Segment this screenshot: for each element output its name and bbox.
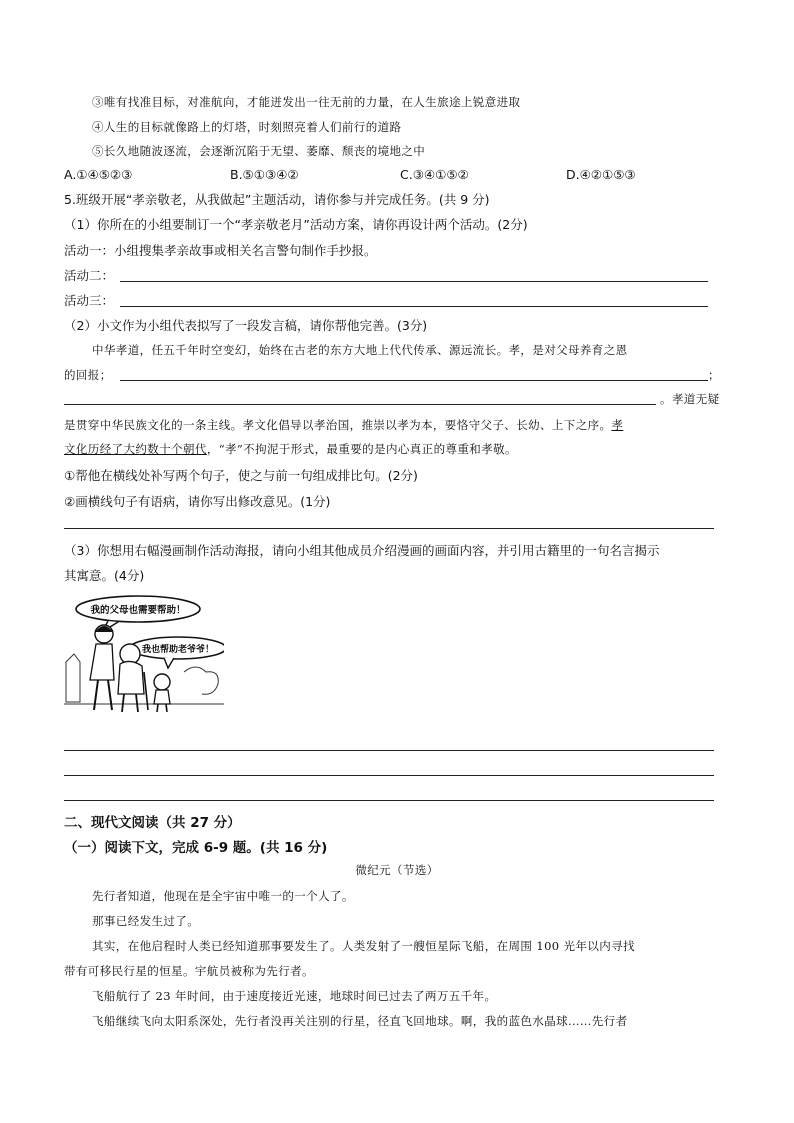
q5-part2: （2）小文作为小组代表拟写了一段发言稿，请你帮他完善。(3分) bbox=[64, 318, 428, 333]
choice-b: B.⑤①③④② bbox=[230, 167, 299, 182]
article-title: 微纪元（节选） bbox=[355, 863, 439, 877]
bubble-parents-help: 我的父母也需要帮助！ bbox=[90, 605, 186, 616]
subquestion-2-answer-line[interactable] bbox=[64, 528, 714, 529]
activity-2-label: 活动二： bbox=[64, 268, 115, 283]
speech-blank-1[interactable] bbox=[120, 380, 708, 381]
article-paragraph-2: 那事已经发生过了。 bbox=[92, 914, 200, 928]
q5-part3-line1: （3）你想用右幅漫画制作活动海报，请向小组其他成员介绍漫画的画面内容，并引用古籍里的一句名言揭示 bbox=[64, 543, 660, 558]
speech-line-1: 中华孝道，任五千年时空变幻，始终在古老的东方大地上代代传承、源远流长。孝，是对父母养育之恩 bbox=[92, 343, 628, 357]
activity-1: 活动一：小组搜集孝亲故事或相关名言警句制作手抄报。 bbox=[64, 243, 377, 258]
subquestion-1: ①帮他在横线处补写两个句子，使之与前一句组成排比句。(2分) bbox=[64, 468, 418, 483]
speech-line-3: 。孝道无疑 bbox=[660, 392, 720, 406]
speech-line-2b: ； bbox=[708, 368, 720, 382]
speech-line-5-rest: ，“孝”不拘泥于形式，最重要的是内心真正的尊重和孝敬。 bbox=[206, 442, 517, 456]
choice-a: A.①④⑤②③ bbox=[64, 167, 133, 182]
choice-d: D.④②①⑤③ bbox=[566, 167, 636, 182]
q5-part3-line2: 其寓意。(4分) bbox=[64, 568, 145, 583]
speech-line-2a: 的回报； bbox=[64, 368, 112, 382]
speech-line-5 bbox=[64, 441, 517, 457]
speech-line-4 bbox=[64, 417, 623, 433]
part3-answer-line-1[interactable] bbox=[64, 750, 714, 751]
cartoon-drawing bbox=[64, 592, 224, 722]
section-2-subtitle: （一）阅读下文，完成 6-9 题。(共 16 分) bbox=[64, 840, 328, 856]
speech-line-4-text: 是贯穿中华民族文化的一条主线。孝文化倡导以孝治国，推崇以孝为本，要恪守父子、长幼、上下之序。 bbox=[64, 418, 612, 432]
article-paragraph-1: 先行者知道，他现在是全宇宙中唯一的一个人了。 bbox=[92, 889, 354, 903]
subquestion-2: ②画横线句子有语病，请你写出修改意见。(1分) bbox=[64, 494, 331, 509]
option-3: ③唯有找准目标，对准航向，才能迸发出一往无前的力量，在人生旅途上锐意进取 bbox=[92, 95, 521, 109]
speech-underlined-start: 孝 bbox=[611, 418, 624, 432]
bubble-help-grandpa: 我也帮助老爷爷！ bbox=[141, 645, 215, 655]
option-5: ⑤长久地随波逐流，会逐渐沉陷于无望、萎靡、颓丧的境地之中 bbox=[92, 144, 426, 158]
part3-answer-line-3[interactable] bbox=[64, 800, 714, 801]
part3-answer-line-2[interactable] bbox=[64, 775, 714, 776]
choice-c: C.③④①⑤② bbox=[400, 167, 469, 182]
activity-3-label: 活动三： bbox=[64, 293, 115, 308]
speech-blank-2[interactable] bbox=[64, 404, 656, 405]
option-4: ④人生的目标就像路上的灯塔，时刻照亮着人们前行的道路 bbox=[92, 120, 402, 134]
activity-3-answer-line[interactable] bbox=[120, 306, 708, 307]
article-paragraph-3-cont: 带有可移民行星的恒星。宇航员被称为先行者。 bbox=[64, 964, 314, 978]
section-2-title: 二、现代文阅读（共 27 分） bbox=[64, 815, 241, 831]
q5-part1: （1）你所在的小组要制订一个“孝亲敬老月”活动方案，请你再设计两个活动。(2分) bbox=[64, 217, 528, 232]
activity-2-answer-line[interactable] bbox=[120, 281, 708, 282]
article-paragraph-3: 其实，在他启程时人类已经知道那事要发生了。人类发射了一艘恒星际飞船，在周围 100 光年以内寻找 bbox=[92, 939, 635, 953]
cartoon-illustration bbox=[64, 592, 224, 722]
speech-underlined-sentence: 文化历经了大约数十个朝代 bbox=[64, 442, 207, 456]
article-paragraph-5: 飞船继续飞向太阳系深处，先行者没再关注别的行星，径直飞回地球。啊，我的蓝色水晶球……先行者 bbox=[92, 1014, 628, 1028]
q5-title: 5.班级开展“孝亲敬老，从我做起”主题活动，请你参与并完成任务。(共 9 分) bbox=[64, 192, 490, 207]
article-paragraph-4: 飞船航行了 23 年时间，由于速度接近光速，地球时间已过去了两万五千年。 bbox=[92, 989, 497, 1003]
